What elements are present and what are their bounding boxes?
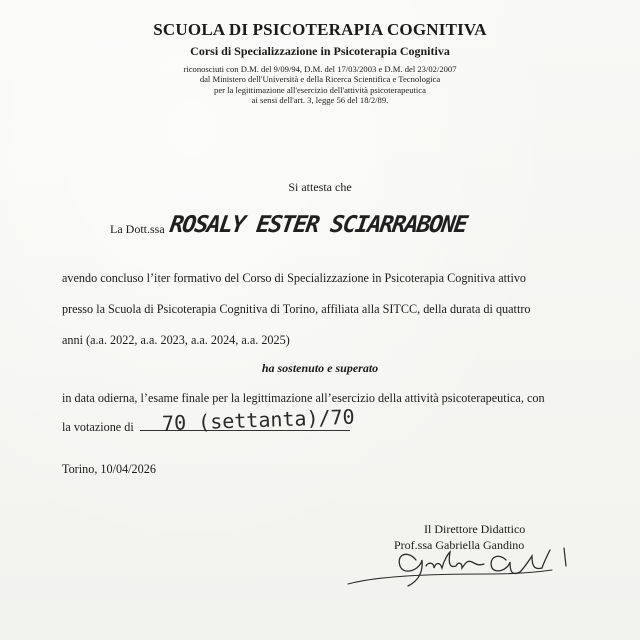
body-line: presso la Scuola di Psicoterapia Cognitiva di Torino, affiliata alla SITCC, della durata di quattro	[62, 302, 531, 316]
student-name: ROSALY ESTER SCIARRABONE	[168, 212, 469, 238]
handwritten-signature	[338, 540, 588, 590]
school-subtitle: Corsi di Specializzazione in Psicoterapia Cognitiva	[190, 44, 450, 58]
title-prefix: La Dott.ssa	[110, 222, 165, 236]
recognition-line: per la legittimazione all'esercizio dell'attività psicoterapeutica	[214, 84, 426, 95]
place-date: Torino, 10/04/2026	[62, 462, 156, 476]
signatory-name: Prof.ssa Gabriella Gandino	[394, 538, 525, 552]
exam-line: in data odierna, l’esame finale per la legittimazione all’esercizio della attività psicoterapeutica, con	[62, 391, 545, 405]
school-title: SCUOLA DI PSICOTERAPIA COGNITIVA	[153, 20, 487, 39]
body-line: anni (a.a. 2022, a.a. 2023, a.a. 2024, a.a. 2025)	[62, 333, 290, 347]
body-line: avendo concluso l’iter formativo del Corso di Specializzazione in Psicoterapia Cognitiva attivo	[62, 271, 527, 285]
recognition-line: riconosciuti con D.M. del 9/09/94, D.M. del 17/03/2003 e D.M. del 23/02/2007	[183, 64, 457, 74]
passed-statement: ha sostenuto e superato	[261, 361, 379, 375]
grade-prefix: la votazione di	[62, 420, 134, 434]
recognition-line: dal Ministero dell'Università e della Ricerca Scientifica e Tecnologica	[199, 74, 441, 85]
recognition-block	[0, 64, 640, 106]
signatory-role: Il Direttore Didattico	[424, 522, 526, 536]
recognition-line: ai sensi dell'art. 3, legge 56 del 18/2/89.	[251, 95, 389, 106]
grade-handwritten: 70 (settanta)/70	[161, 404, 356, 436]
attesta-heading: Si attesta che	[288, 180, 352, 194]
